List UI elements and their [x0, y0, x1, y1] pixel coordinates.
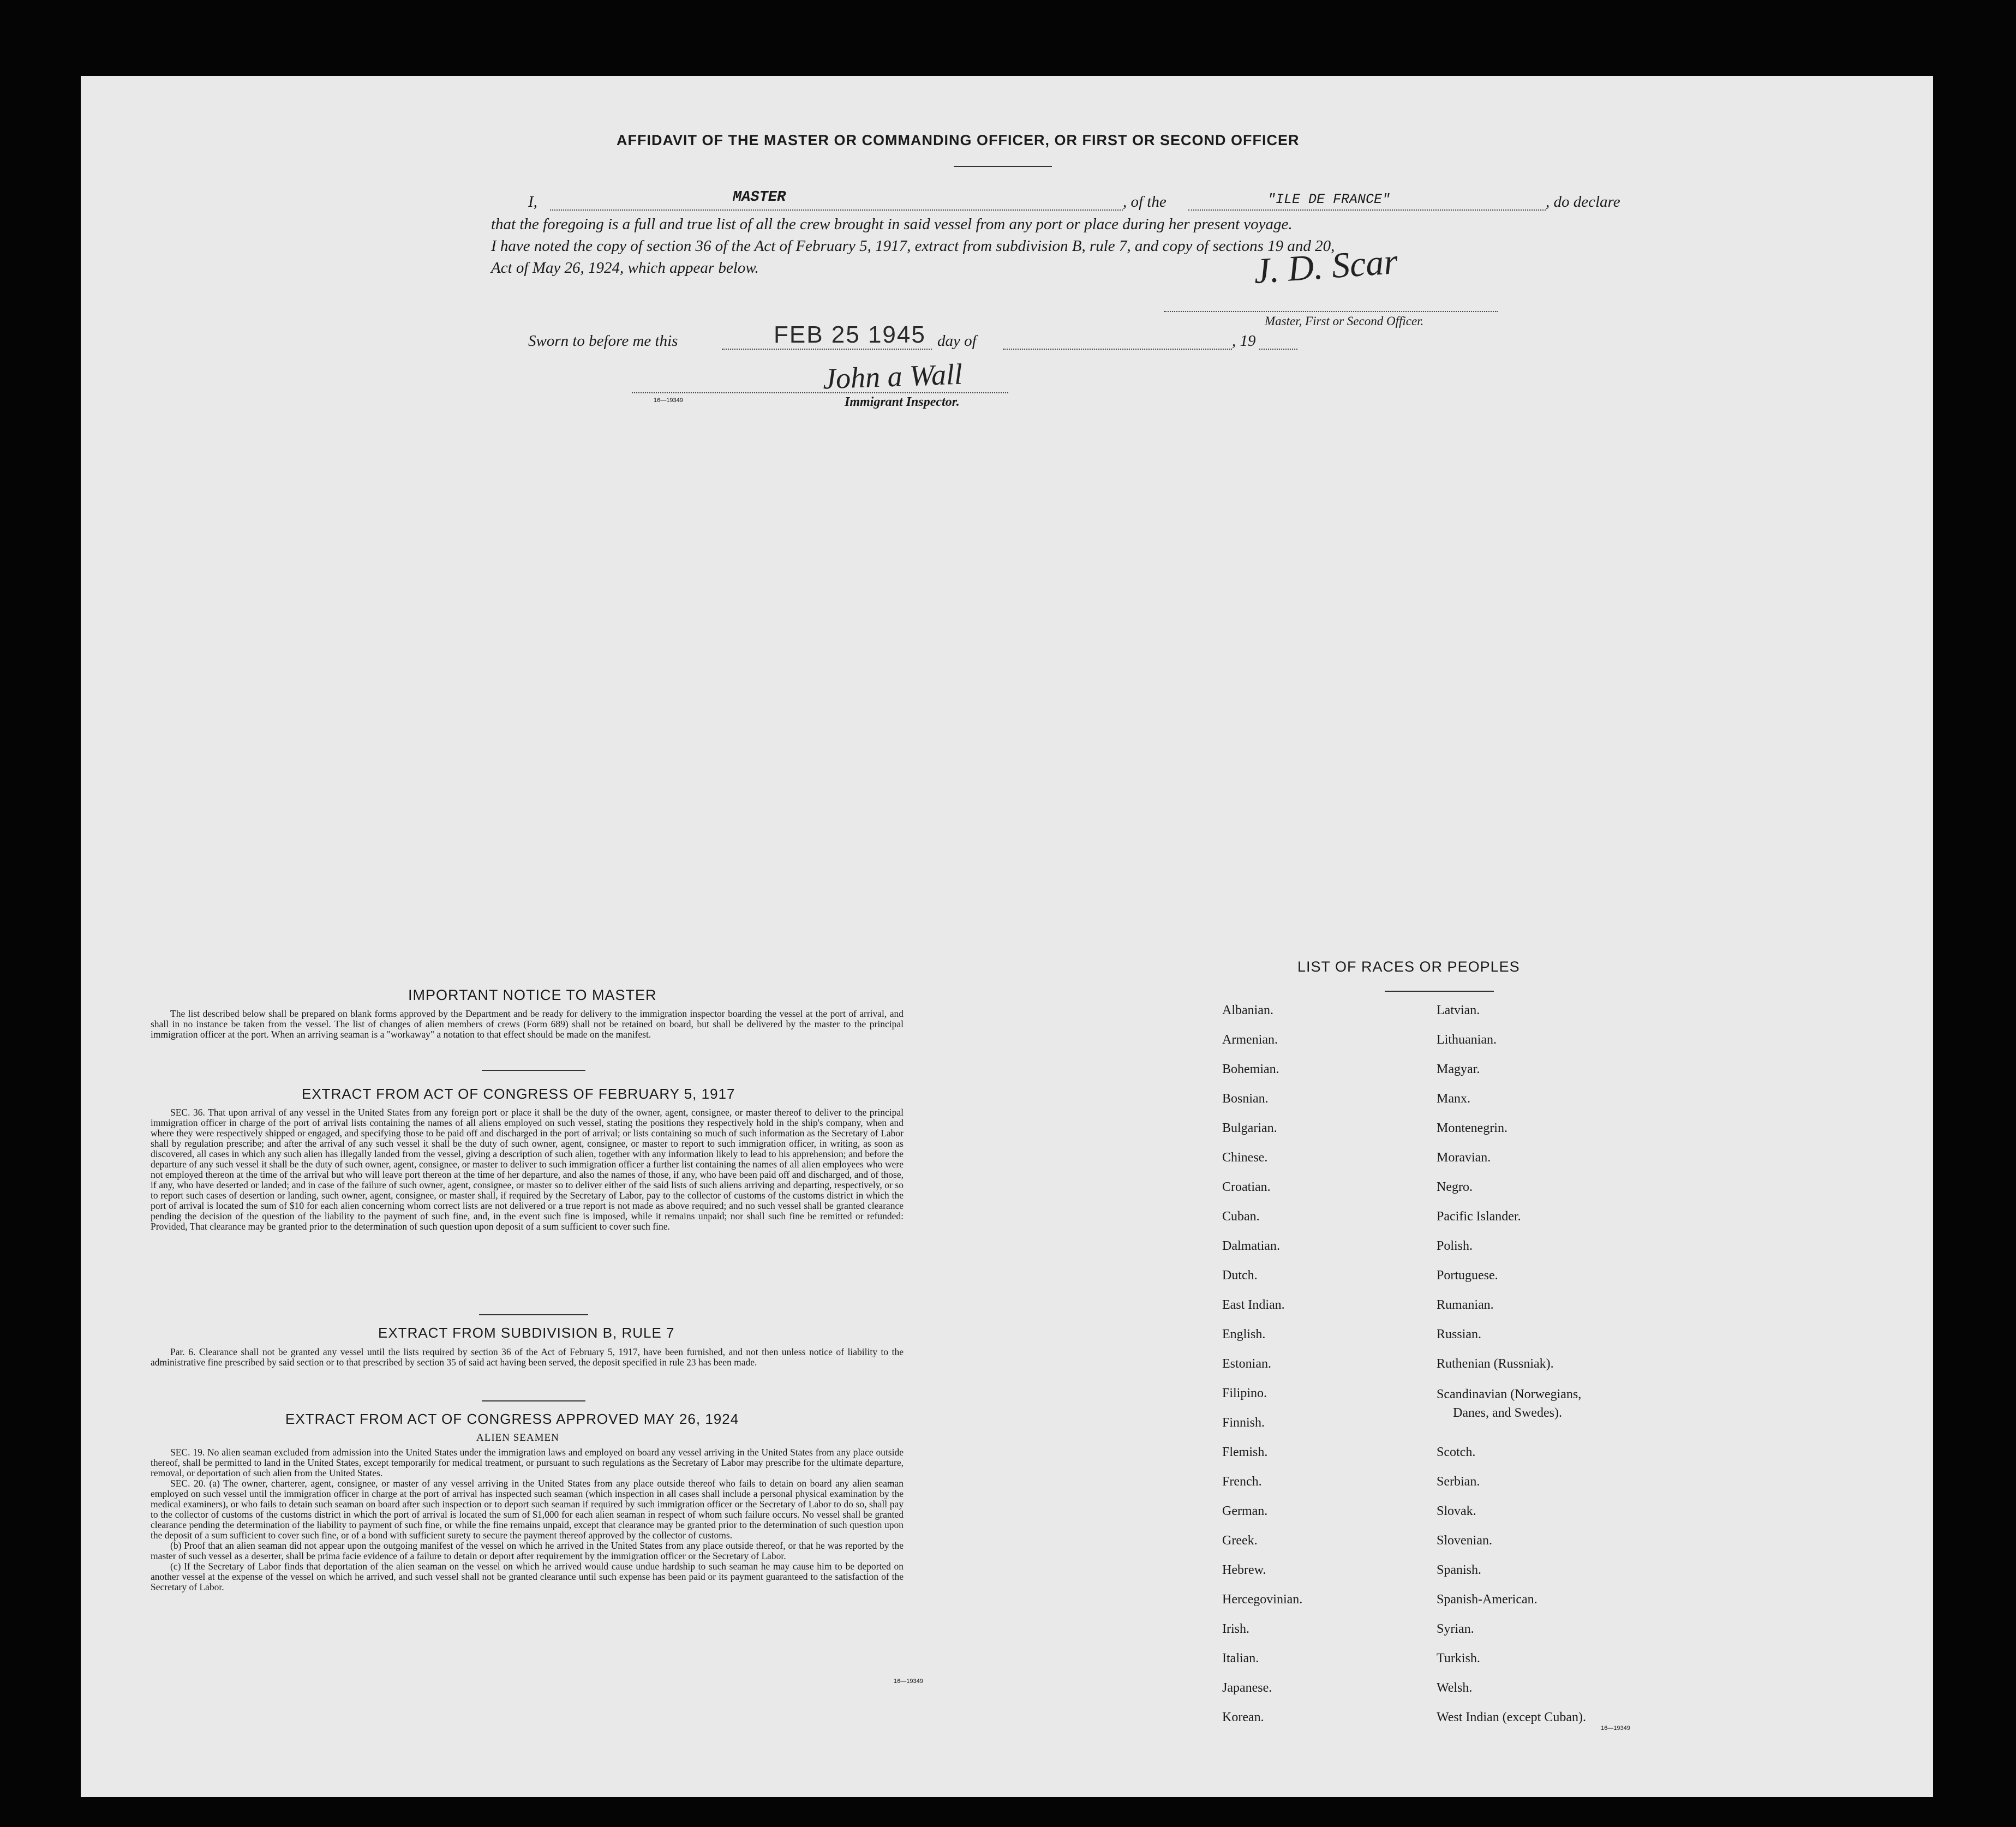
race-item: Slovak.	[1437, 1504, 1476, 1518]
affidavit-title: AFFIDAVIT OF THE MASTER OR COMMANDING OFFICER, OR FIRST OR SECOND OFFICER	[617, 132, 1300, 148]
extract-1917-divider	[479, 1314, 588, 1315]
race-item: Rumanian.	[1437, 1298, 1494, 1312]
inspector-signature: John a Wall	[822, 357, 963, 396]
race-item: Irish.	[1222, 1622, 1249, 1636]
name-fill-line	[550, 209, 1123, 211]
signature-line	[1164, 311, 1498, 312]
declare-label: , do declare	[1546, 193, 1620, 211]
notice-divider	[482, 1070, 585, 1071]
inspector-line	[632, 392, 1008, 393]
race-item: Portuguese.	[1437, 1268, 1498, 1283]
document-page	[81, 76, 1933, 1797]
year-label: , 19	[1232, 332, 1256, 350]
race-item: Chinese.	[1222, 1151, 1268, 1165]
extract-1917-paragraph: SEC. 36. That upon arrival of any vessel in the United States from any foreign port or place it shall be the duty of the owner, agent, consignee, or master thereof to deliver to the principal immigration officer in charge of the port of arrival lists containing the names of all aliens employed on such vessel, stating the positions they respectively hold in the ship's company, when and where they were respectively shipped or engaged, and specifying those to be paid off and discharged in the port of arrival; or lists containing so much of such information as the Secretary of Labor shall by regulation prescribe; and after the arrival of any such vessel it shall be the duty of such owner, agent, consignee, or master to report to such immigration officer, in writing, as soon as discovered, all cases in which any such alien has illegally landed from the vessel, giving a description of such alien, together with any information likely to lead to his apprehension; and before the departure of any such vessel it shall be the duty of such owner, agent, consignee, or master to deliver to such immigration officer a further list containing the names of all alien employees who were not employed thereon at the time of the arrival but who will leave port thereon at the time of her departure, and also the names of those, if any, who have been paid off and discharged, and of those, if any, who have deserted or landed; and in case of the failure of such owner, agent, consignee, or master so to deliver either of the said lists of such aliens arriving and departing, respectively, or so to report such cases of desertion or landing, such owner, agent, consignee, or master shall, if required by the Secretary of Labor, pay to the collector of customs of the customs district in which the port of arrival is located the sum of $10 for each alien concerning whom correct lists are not delivered or a true report is not made as above required; and no such vessel shall be granted clearance pending the decision of the question of the liability to the payment of such fine, and, in the event such fine is imposed, while it remains unpaid; nor shall such fine be remitted or refunded: Provided, That clearance may be granted prior to the determination of such question upon deposit of a sum sufficient to cover such fine.	[151, 1107, 904, 1232]
title-underline	[954, 166, 1052, 167]
of-the-label: , of the	[1123, 193, 1166, 211]
affidavit-line-2: that the foregoing is a full and true list of all the crew brought in said vessel from any port or place during her present voyage.	[491, 215, 1293, 233]
received-date-stamp: FEB 25 1945	[774, 321, 926, 348]
rule7-paragraph: Par. 6. Clearance shall not be granted any vessel until the lists required by section 36 of the Act of February 5, 1917, have been furnished, and not then unless notice of liability to the administrative fine prescribed by said section or to that prescribed by section 35 of said act having been served, the deposit specified in rule 23 has been made.	[151, 1346, 904, 1368]
race-item: Scandinavian (Norwegians,	[1437, 1387, 1582, 1401]
race-item: Greek.	[1222, 1534, 1258, 1548]
vessel-value: "ILE DE FRANCE"	[1267, 191, 1391, 207]
race-item: Bohemian.	[1222, 1062, 1279, 1076]
race-item: Montenegrin.	[1437, 1121, 1507, 1135]
sworn-label: Sworn to before me this	[528, 332, 678, 350]
race-item: Korean.	[1222, 1710, 1264, 1724]
race-item: Cuban.	[1222, 1209, 1260, 1224]
race-item: Finnish.	[1222, 1416, 1265, 1430]
affidavit-form-number: 16—19349	[654, 397, 683, 404]
year-fill-line	[1259, 349, 1297, 350]
day-of-label: day of	[937, 332, 977, 350]
race-item: West Indian (except Cuban).	[1437, 1710, 1586, 1724]
race-item: Turkish.	[1437, 1651, 1480, 1666]
race-item: Bulgarian.	[1222, 1121, 1277, 1135]
notice-title: IMPORTANT NOTICE TO MASTER	[408, 987, 657, 1003]
sec20a-paragraph: SEC. 20. (a) The owner, charterer, agent, consignee, or master of any vessel arriving in the United States from any place outside thereof who fails to detain on board any alien seaman employed on such vessel until the immigration officer in charge at the port of arrival has inspected such seaman (which inspection in all cases shall include a personal physical examination by the medical examiners), or who fails to detain such seaman on board after such inspection or to deport such seaman if required by such immigration officer or the Secretary of Labor to do so, shall pay to the collector of customs of the customs district in which the port of arrival is located the sum of $1,000 for each alien seaman in respect of whom such failure occurs. No vessel shall be granted clearance pending the determination of the liability to payment of such fine, or while the fine remains unpaid, except that clearance may be granted prior to the determination of such question upon the deposit of a sum sufficient to cover such fine, or of a bond with sufficient surety to secure the payment thereof approved by the collector of customs.	[151, 1478, 904, 1541]
race-item: Flemish.	[1222, 1445, 1268, 1459]
extract-1924-title: EXTRACT FROM ACT OF CONGRESS APPROVED MAY 26, 1924	[285, 1411, 739, 1427]
race-item: Albanian.	[1222, 1003, 1273, 1017]
vessel-fill-line	[1188, 209, 1546, 211]
master-signature: J. D. Scar	[1252, 241, 1399, 292]
inspector-caption: Immigrant Inspector.	[845, 395, 960, 409]
race-item: Spanish.	[1437, 1563, 1482, 1577]
race-item: English.	[1222, 1327, 1266, 1341]
day-fill-line	[1003, 349, 1232, 350]
race-item: East Indian.	[1222, 1298, 1285, 1312]
race-item: Serbian.	[1437, 1475, 1480, 1489]
affidavit-line-4: Act of May 26, 1924, which appear below.	[491, 259, 759, 277]
race-item: Croatian.	[1222, 1180, 1271, 1194]
rule7-divider	[482, 1400, 585, 1401]
race-item: Negro.	[1437, 1180, 1473, 1194]
sec20c-paragraph: (c) If the Secretary of Labor finds that deportation of the alien seaman on the vessel on which he arrived would cause undue hardship to such seaman he may cause him to be deported on another vessel at the expense of the vessel on which he arrived, and such vessel shall not be granted clearance until such expense has been paid or its payment guaranteed to the satisfaction of the Secretary of Labor.	[151, 1561, 904, 1592]
sworn-fill-line	[722, 349, 932, 350]
race-item: Moravian.	[1437, 1151, 1491, 1165]
race-item: Spanish-American.	[1437, 1592, 1538, 1607]
name-value: MASTER	[733, 189, 786, 206]
sec20b-paragraph: (b) Proof that an alien seaman did not appear upon the outgoing manifest of the vessel on which he arrived in the United States from any place outside thereof, or that he was reported by the master of such vessel as a deserter, shall be prima facie evidence of a failure to detain or deport after requirement by the immigration officer or the Secretary of Labor.	[151, 1540, 904, 1561]
race-item: Latvian.	[1437, 1003, 1480, 1017]
race-item: Pacific Islander.	[1437, 1209, 1521, 1224]
races-title: LIST OF RACES OR PEOPLES	[1297, 959, 1520, 975]
extract-1917-text	[151, 1107, 904, 1232]
race-item: Polish.	[1437, 1239, 1473, 1253]
rule7-title: EXTRACT FROM SUBDIVISION B, RULE 7	[378, 1325, 675, 1341]
extract-form-number: 16—19349	[894, 1678, 923, 1685]
race-item: Manx.	[1437, 1092, 1470, 1106]
race-item: Dutch.	[1222, 1268, 1258, 1283]
race-item: Estonian.	[1222, 1357, 1271, 1371]
race-item: Scotch.	[1437, 1445, 1476, 1459]
race-item: Russian.	[1437, 1327, 1482, 1341]
race-item: Magyar.	[1437, 1062, 1480, 1076]
race-item: Filipino.	[1222, 1386, 1267, 1400]
rule7-text	[151, 1347, 904, 1368]
race-item: Danes, and Swedes).	[1453, 1406, 1562, 1420]
race-item: Lithuanian.	[1437, 1033, 1497, 1047]
race-item: German.	[1222, 1504, 1268, 1518]
notice-paragraph: The list described below shall be prepared on blank forms approved by the Department and be ready for delivery to the immigration inspector boarding the vessel at the port of arrival, and shall in no instance be taken from the vessel. The list of changes of alien members of crews (Form 689) shall not be retained on board, but shall be delivered by the master to the principal immigration officer at the port. When an arriving seaman is a "workaway" a notation to that effect should be made on the manifest.	[151, 1008, 904, 1040]
race-item: Syrian.	[1437, 1622, 1474, 1636]
race-item: Welsh.	[1437, 1681, 1473, 1695]
race-item: French.	[1222, 1475, 1262, 1489]
sec19-paragraph: SEC. 19. No alien seaman excluded from admission into the United States under the immigration laws and employed on board any vessel arriving in the United States from any place outside thereof, shall be permitted to land in the United States, except temporarily for medical treatment, or pursuant to such regulations as the Secretary of Labor may prescribe for the ultimate departure, removal, or deportation of such alien from the United States.	[151, 1447, 904, 1478]
extract-1917-title: EXTRACT FROM ACT OF CONGRESS OF FEBRUARY 5, 1917	[302, 1086, 735, 1102]
race-item: Dalmatian.	[1222, 1239, 1280, 1253]
races-underline	[1385, 991, 1494, 992]
race-item: Hercegovinian.	[1222, 1592, 1303, 1607]
race-item: Slovenian.	[1437, 1534, 1492, 1548]
i-label: I,	[528, 193, 537, 211]
race-item: Armenian.	[1222, 1033, 1278, 1047]
extract-1924-text	[151, 1447, 904, 1592]
race-item: Japanese.	[1222, 1681, 1272, 1695]
affidavit-line-3: I have noted the copy of section 36 of the Act of February 5, 1917, extract from subdivision B, rule 7, and copy of sections 19 and 20,	[491, 237, 1335, 255]
notice-text	[151, 1009, 904, 1040]
races-form-number: 16—19349	[1601, 1725, 1630, 1732]
race-item: Hebrew.	[1222, 1563, 1266, 1577]
race-item: Italian.	[1222, 1651, 1259, 1666]
affidavit-line-1	[528, 189, 1620, 215]
extract-1924-subtitle: ALIEN SEAMEN	[476, 1432, 559, 1443]
race-item: Bosnian.	[1222, 1092, 1269, 1106]
race-item: Ruthenian (Russniak).	[1437, 1357, 1554, 1371]
master-caption: Master, First or Second Officer.	[1265, 314, 1424, 328]
